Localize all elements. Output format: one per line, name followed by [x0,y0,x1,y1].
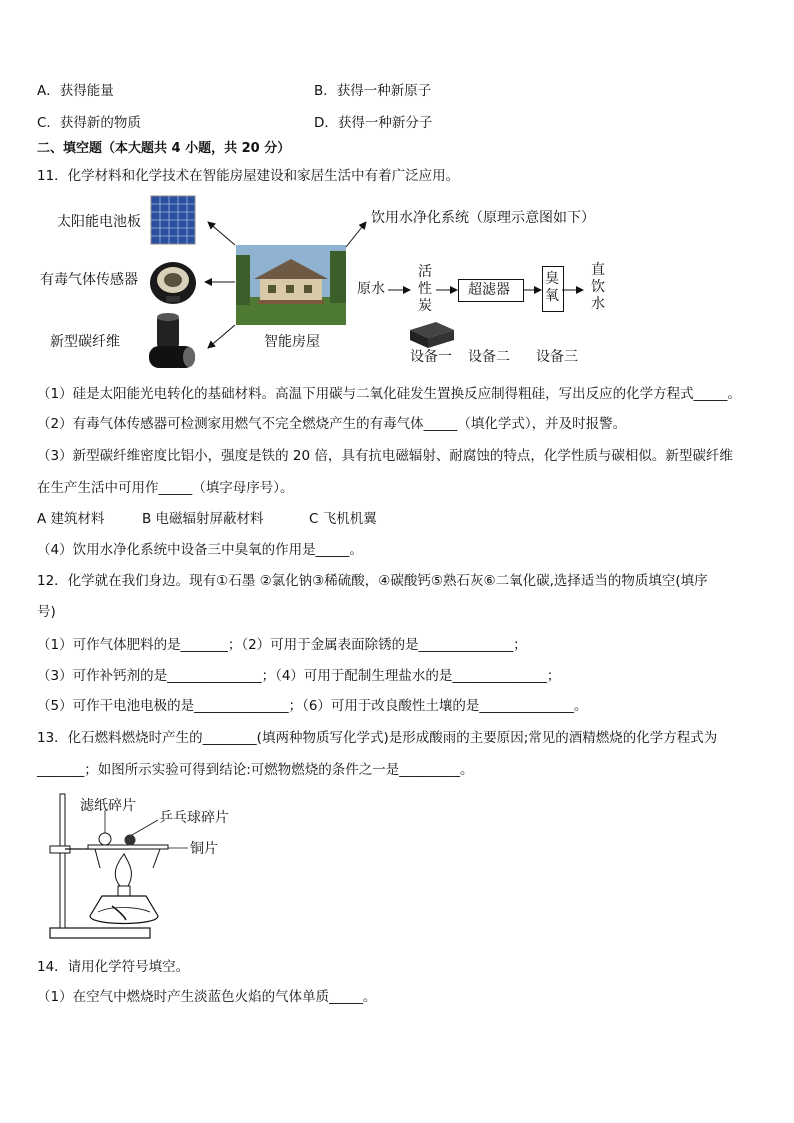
q12-line1: （1）可作气体肥料的是_______；（2）可用于金属表面除锈的是______________； [37,637,527,653]
q12-stem-line2: 号) [37,604,56,620]
house-arrows [0,0,794,400]
q11-stem: 11．化学材料和化学技术在智能房屋建设和家居生活中有着广泛应用。 [37,168,460,184]
option-b: B．获得一种新原子 [314,83,432,99]
q11-part1: （1）硅是太阳能光电转化的基础材料。高温下用碳与二氧化硅发生置换反应制得粗硅，写出反应的化学方程式_____。 [37,386,741,402]
q12-line2: （3）可作补钙剂的是______________；（4）可用于配制生理盐水的是______________； [37,668,561,684]
q12-stem-line1: 12．化学就在我们身边。现有①石墨 ②氯化钠③稀硫酸，④碳酸钙⑤熟石灰⑥二氧化碳,选择适当的物质填空(填序 [37,573,708,589]
q11-option-c: C 飞机机翼 [309,511,377,527]
q11-part3-line1: （3）新型碳纤维密度比铝小，强度是铁的 20 倍，具有抗电磁辐射、耐腐蚀的特点，化学性质与碳相似。新型碳纤维 [37,448,733,464]
filter-paper-label: 滤纸碎片 [80,798,136,814]
raw-water-label: 原水 [357,281,385,297]
gas-sensor-label: 有毒气体传感器 [40,272,138,288]
ultrafilter-label: 超滤器 [468,282,510,298]
option-a: A．获得能量 [37,83,114,99]
q13-stem-line2: _______；如图所示实验可得到结论:可燃物燃烧的条件之一是_________。 [37,762,474,778]
ozone-label: 臭氧 [545,271,559,304]
activated-carbon-label: 活性炭 [418,264,432,314]
solar-panel-label: 太阳能电池板 [57,214,141,230]
device1-label: 设备一 [410,349,452,365]
q11-option-a: A 建筑材料 [37,511,105,527]
q13-stem-line1: 13．化石燃料燃烧时产生的________(填两种物质写化学式)是形成酸雨的主要原因;常见的酒精燃烧的化学方程式为 [37,730,718,746]
copper-label: 铜片 [190,841,218,857]
q14-part1: （1）在空气中燃烧时产生淡蓝色火焰的气体单质_____。 [37,989,377,1005]
device3-label: 设备三 [536,349,578,365]
q11-option-b: B 电磁辐射屏蔽材料 [142,511,264,527]
q14-stem: 14．请用化学符号填空。 [37,959,190,975]
pingpong-label: 乒乓球碎片 [159,810,229,826]
drinking-water-label: 直饮水 [591,262,605,312]
carbon-fiber-label: 新型碳纤维 [50,334,120,350]
device2-label: 设备二 [468,349,510,365]
water-system-label: 饮用水净化系统（原理示意图如下） [371,210,595,226]
q11-part2: （2）有毒气体传感器可检测家用燃气不完全燃烧产生的有毒气体_____（填化学式），并及时报警。 [37,416,627,432]
q11-part4: （4）饮用水净化系统中设备三中臭氧的作用是_____。 [37,542,363,558]
section-heading: 二、填空题（本大题共 4 小题，共 20 分） [37,141,291,156]
q12-line3: （5）可作干电池电极的是______________；（6）可用于改良酸性土壤的是______________。 [37,698,588,714]
q11-part3-line2: 在生产生活中可用作_____（填字母序号）。 [37,480,294,496]
option-c: C．获得新的物质 [37,115,141,131]
option-d: D．获得一种新分子 [314,115,433,131]
filter-device-icon [406,320,456,350]
house-label: 智能房屋 [264,334,320,350]
